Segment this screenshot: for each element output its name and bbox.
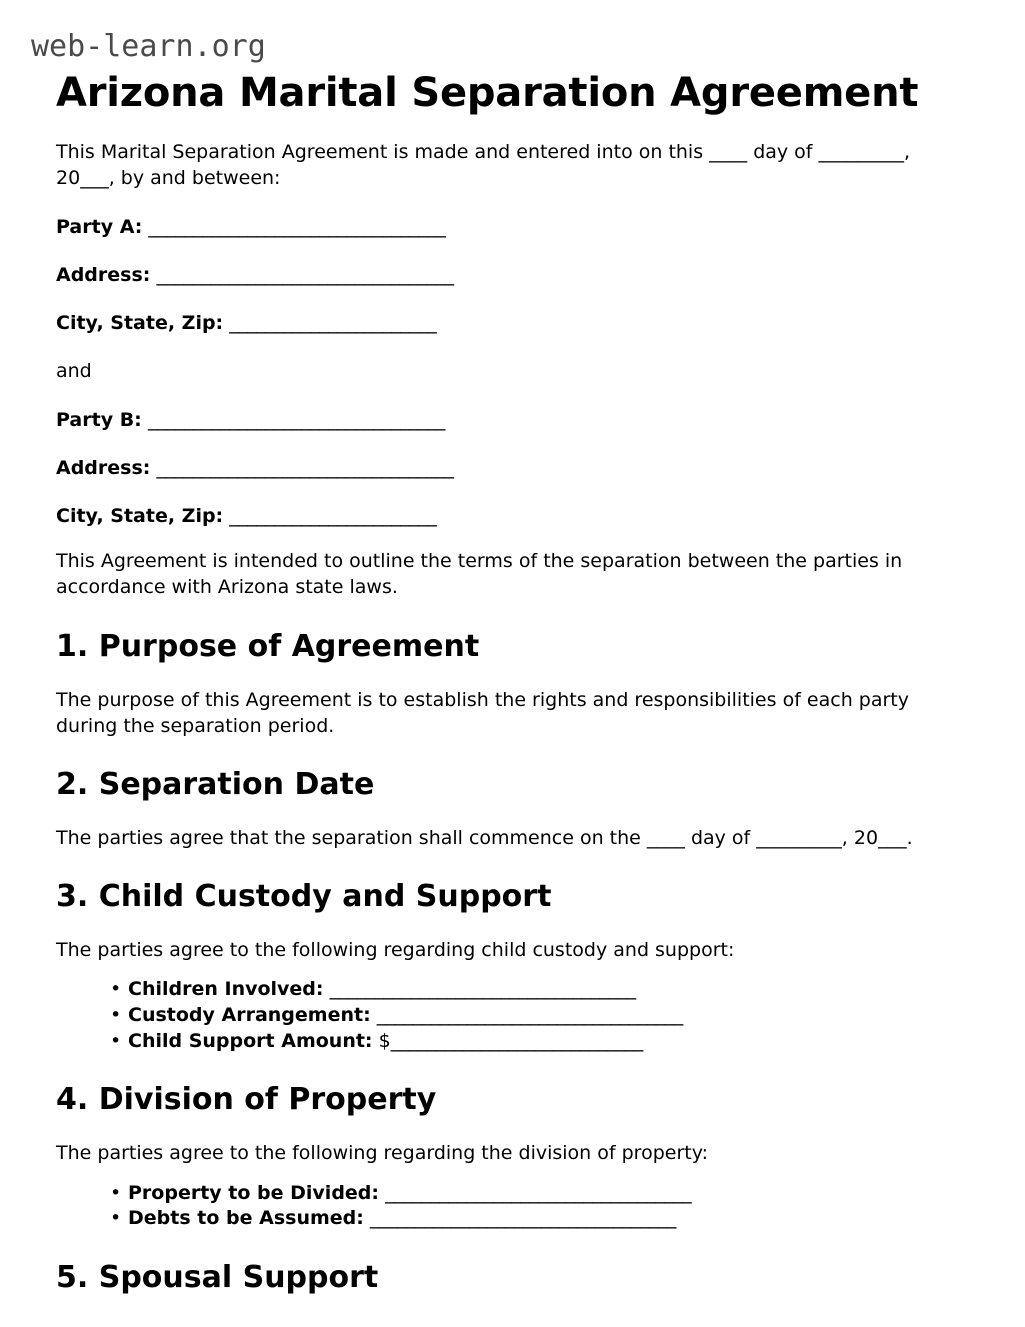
list-item xyxy=(110,977,968,1003)
section-heading-5: 5. Spousal Support xyxy=(56,1259,379,1295)
list-item xyxy=(110,1181,968,1207)
item-label: Debts to be Assumed: xyxy=(128,1207,364,1230)
field-party-b-name xyxy=(56,407,968,433)
item-label: Child Support Amount: xyxy=(128,1029,373,1052)
page-title: Arizona Marital Separation Agreement xyxy=(56,70,919,116)
field-blank[interactable]: _________________________________ xyxy=(156,456,454,479)
field-label: Party B: xyxy=(56,408,142,431)
item-label: Custody Arrangement: xyxy=(128,1004,371,1027)
intro-paragraph xyxy=(56,139,968,191)
field-blank[interactable]: _________________________________ xyxy=(148,215,446,238)
item-label: Property to be Divided: xyxy=(128,1181,380,1204)
sep-date-prefix: The parties agree that the separation shall commence on the xyxy=(56,827,647,850)
sep-date-year-prefix: 20 xyxy=(853,827,879,850)
site-logo: web-learn.org xyxy=(31,29,266,64)
field-party-a-name xyxy=(56,214,968,240)
sep-date-period: . xyxy=(906,827,913,850)
field-party-b-address xyxy=(56,455,968,481)
sep-date-day-blank: ____ xyxy=(646,827,685,850)
intro-mid: day of xyxy=(747,141,819,164)
division-property-list xyxy=(56,1181,968,1232)
field-label: City, State, Zip: xyxy=(56,504,224,527)
intro-year-prefix: 20 xyxy=(56,167,81,190)
section-body-2 xyxy=(56,825,968,851)
item-label: Children Involved: xyxy=(128,978,324,1001)
intro-comma: , xyxy=(904,141,911,164)
child-custody-list xyxy=(56,977,968,1054)
field-label: City, State, Zip: xyxy=(56,312,224,335)
list-item xyxy=(110,1003,968,1029)
list-item xyxy=(110,1206,968,1232)
item-blank[interactable]: __________________________________ xyxy=(329,978,636,1001)
section-body-4: The parties agree to the following regarding the division of property: xyxy=(56,1142,708,1165)
document-body xyxy=(56,70,968,1296)
item-blank[interactable]: ____________________________ xyxy=(390,1029,643,1052)
intro-day-blank: ____ xyxy=(709,141,748,164)
section-body-1: The purpose of this Agreement is to establish the rights and responsibilities of each party during the separation period. xyxy=(56,688,909,737)
item-blank[interactable]: __________________________________ xyxy=(369,1207,676,1230)
field-blank[interactable]: _______________________ xyxy=(229,504,437,527)
field-label: Address: xyxy=(56,263,151,286)
field-blank[interactable]: _________________________________ xyxy=(156,263,454,286)
item-value: $ xyxy=(378,1029,391,1052)
field-label: Address: xyxy=(56,456,151,479)
field-party-b-city xyxy=(56,503,968,529)
section-heading-1: 1. Purpose of Agreement xyxy=(56,628,480,664)
intro-prefix: This Marital Separation Agreement is made and entered into on this xyxy=(56,141,710,164)
sep-date-mid: day of xyxy=(684,827,757,850)
section-body-3: The parties agree to the following regarding child custody and support: xyxy=(56,939,735,962)
sep-date-month-blank: _________ xyxy=(756,827,842,850)
section-heading-2: 2. Separation Date xyxy=(56,767,375,803)
intro-suffix: , by and between: xyxy=(108,167,281,190)
item-blank[interactable]: __________________________________ xyxy=(376,1004,683,1027)
field-party-a-city xyxy=(56,310,968,336)
section-heading-3: 3. Child Custody and Support xyxy=(56,879,552,915)
section-heading-4: 4. Division of Property xyxy=(56,1082,437,1118)
field-party-a-address xyxy=(56,262,968,288)
intro-month-blank: _________ xyxy=(818,141,905,164)
intent-paragraph: This Agreement is intended to outline the terms of the separation between the parties in accordance with Arizona state laws. xyxy=(56,550,903,599)
field-blank[interactable]: _______________________ xyxy=(229,312,437,335)
list-item xyxy=(110,1029,968,1055)
sep-date-year-blank: ___ xyxy=(878,827,907,850)
field-blank[interactable]: _________________________________ xyxy=(147,408,445,431)
item-blank[interactable]: __________________________________ xyxy=(385,1181,692,1204)
intro-year-blank: ___ xyxy=(80,167,109,190)
conjunction-and: and xyxy=(56,360,92,383)
field-label: Party A: xyxy=(56,215,143,238)
sep-date-comma: , xyxy=(841,827,848,850)
